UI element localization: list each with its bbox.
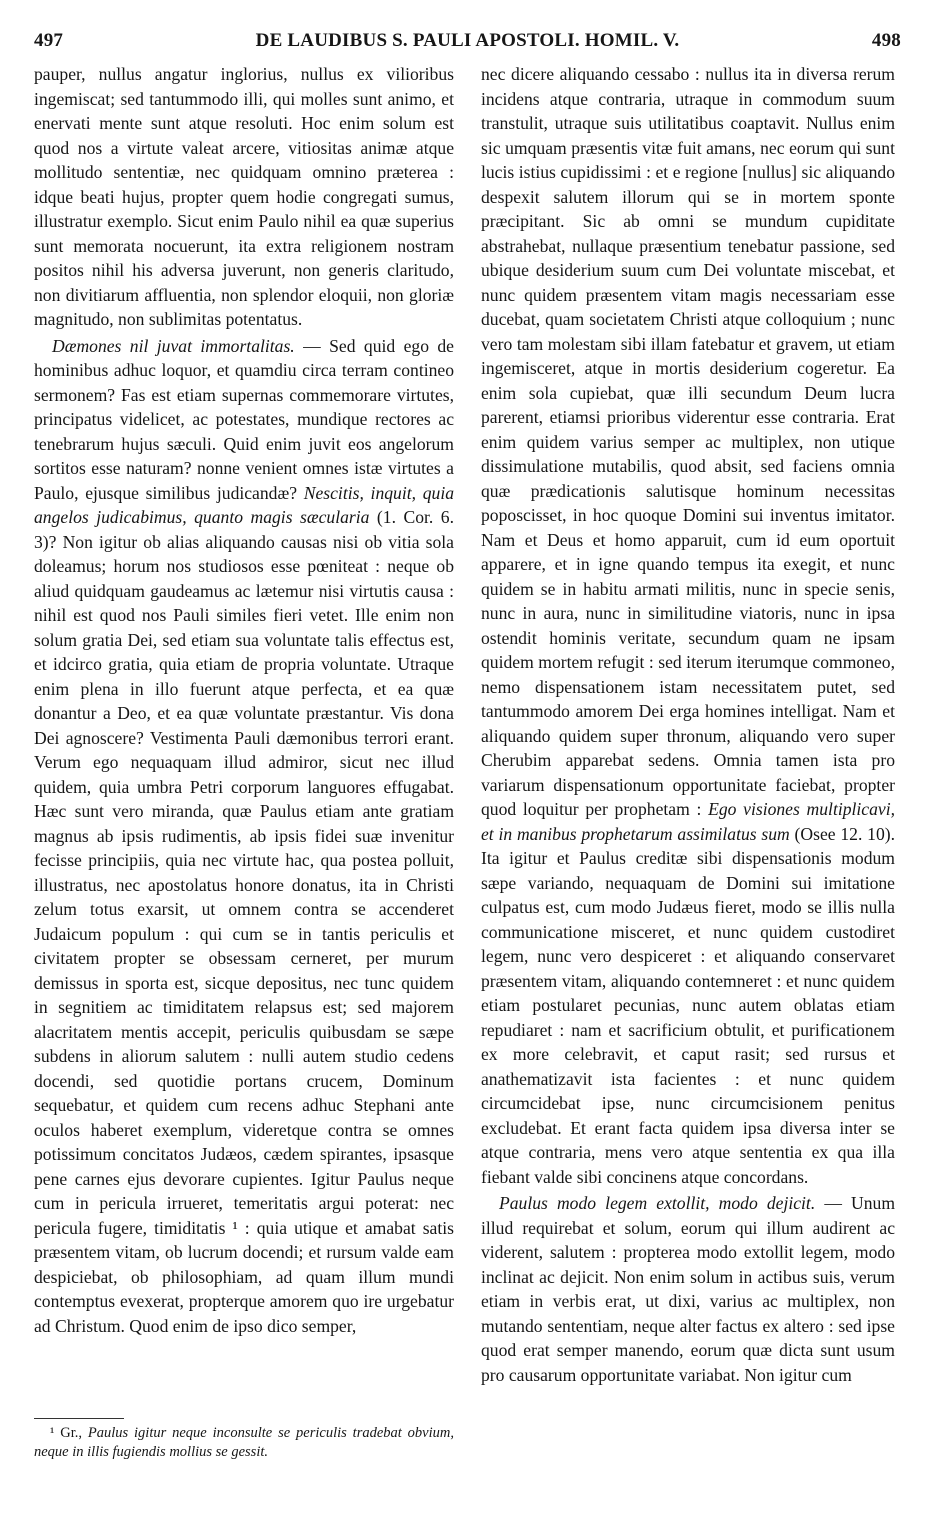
running-title: DE LAUDIBUS S. PAULI APOSTOLI. HOMIL. V. [255,30,680,51]
prophet-reference: (Osee 12. 10) [789,823,891,844]
paragraph-2-text-a: — Sed quid ego de hominibus adhuc loquor, et quamdiu circa terram contineo sermonem? Fas est etiam supernas commemorare virtutes, principatus videlicet, ac potestates, mundique rectores ac tenebrarum hujus sæculi. Quid enim juvit eos angelorum sortitos esse naturam? nonne venient omnes istæ virtutes a Paulo, ejusque similibus judicandæ? [34,335,454,503]
paragraph-4-text: — Unum illud requirebat et solum, eorum qui illum audirent ac viderent, salutem : propterea modo extollit legem, modo inclinat ac dejicit. Non enim solum in actibus suis, verum etiam in verbis erat, ut dixi, varius ac multiplex, non mutando sententiam, neque alter factus ex altero : sed ipse quod erat semper manendo, eorum quæ dicta sunt usum pro causarum opportunitate variabat. Non igitur cum [481,1193,896,1385]
scripture-quote: Nescitis, inquit, quia angelos judicabimus, quanto magis sæcularia [34,482,455,527]
section-heading-paulus: Paulus modo legem extollit, modo dejicit. [499,1193,816,1213]
paragraph-2-text-b: ? Non igitur ob alias aliquando causas nisi ob vitia sola doleamus; horum nos studiosos esse pœniteat : neque ob aliud quidquam gaudeamus ac lætemur nisi virtutis causa : nihil est quod nos Pauli similes fieri vetet. Ille enim non solum gratia Dei, sed etiam sua voluntate talis effectus est, et idcirco gratia, quia etiam de propria voluntate. Utraque enim plena in illo fuerunt atque perfecta, et ea quæ donantur a Deo, et ea quæ voluntate præstantur. Vis dona Dei agnoscere? Vestimenta Pauli dæmonibus terrori erant. Verum ego nequaquam illud admiror, sicut nec illud quidem, quia umbra Petri corporum languores effugabat. Hæc sunt vero miranda, quæ Paulus etiam ante gratiam magnus ab ipsis rudimentis, ab ipsis fidei suæ invenitur fecisse principiis, quia nec virtute hac, qua postea polluit, illustratus, nec apostolatus honore donatus, ita in Christi zelum totus exarsit, ut omnem contra se accenderet Judaicum populum : qui cum se in tantis periculis et civitatem propter se obsessam cerneret, per murum demissus in sporta est, sicque depositus, nec tunc quidem in segnitiem ac timiditatem relapsus est; sed majorem alacritatem mentis accepit, periculis quibusdam se sæpe subdens in aliorum salutem : nulli autem studio cedens docendi, sed quotidie portans crucem, Dominum sequebatur, et quidem cum recens adhuc Stephani ante oculos haberet exemplum, videretque contra se omnes potissimum concitatos Judæos, cædem spirantes, ipsasque pene carnes ejus devorare cupientes. Igitur Paulus neque cum in pericula irrueret, temeritatis argui poterat: nec pericula fugere, timiditatis ¹ : quia utique et amabat satis præsentem vitam, ob lucrum docendi; et rursum valde eam despiciebat, ob philosophiam, ad quam illum mundi contemptus evexerat, propterque amorem quo ire urgebatur ad Christum. Quod enim de ipso dico semper, [34,531,454,1336]
running-header [34,30,901,56]
paragraph-1: pauper, nullus angatur inglorius, nullus ex vilioribus ingemiscat; sed tantummodo illi, qui molles sunt animo, et enervati mente sunt atque resoluti. Hoc enim solum est quod nos a virtute valeat arcere, vitiositas animæ atque mollitudo sententiæ, nec quidquam omnino præterea : idque beati hujus, propter quem hodie congregati sumus, illustratur exemplo. Sicut enim Paulo nihil ea quæ superius sunt memorata nocuerunt, ita extra religionem nostram positos nihil his adversa juverunt, non generis claritudo, non divitiarum affluentia, non splendor eloquii, non gloriæ magnitudo, non sublimitas potentatus. [34,64,454,329]
footnote-marker: ¹ Gr., [50,1425,88,1441]
right-column [481,62,895,1387]
footnote-text: Paulus igitur neque inconsulte se periculis tradebat obvium, neque in illis fugiendis mollius se gessit. [34,1425,454,1460]
page-number-left: 497 [34,30,64,51]
page-number-right: 498 [871,30,901,51]
paragraph-3-text-a: nec dicere aliquando cessabo : nullus ita in diversa rerum incidens atque contraria, utraque in commodum suum transtulit, utraque suis utilitatibus coaptavit. Nullus enim sic umquam præsentis vitæ fuit amans, nec eorum qui sunt lucis istius cupidissimi : et e regione [nullus] sic aliquando despexit salutem illorum qui se in mortem sponte præcipitant. Sic ab omni se mundum cupiditate abstrahebat, nullaque præsentium tenebatur passione, sed ubique desiderium suum cum Dei voluntate miscebat, et nunc quidem præsentem vitam magis necessariam esse ducebat, quam societatem Christi atque colloquium ; nunc vero tam molestam sibi illam fatebatur et gravem, ut etiam ingemisceret, atque in mortis desiderium cogeretur. Ea enim sola cupiebat, quæ illi secundum Deum lucra parerent, etiamsi prioribus viderentur esse contraria. Erat enim quidem varius semper ac multiplex, non utique dissimulatione mutabilis, quod absit, sed faciens omnia quæ prædicationis salutisque hominum necessitas poposcisset, in hoc quoque Domini sui inventus imitator. Nam et Deus et homo apparuit, cum id eum oportuit apparere, et in igne quando tempus ita exegit, et nunc quidem se in habitu armati militis, nunc in specie senis, nunc in aura, nunc in similitudine viatoris, nunc in ipsa ostendit hominis veritate, secundum quam ne ipsam quidem mortem refugit : sed iterum iterumque commoneo, nemo dispensationem istam necessitatem putet, sed tantummodo amorem Dei erga homines intelligat. Nam et aliquando quidem super thronum, aliquando vero super Cherubim apparebat sedens. Omnia tamen ista pro variarum dispensationum opportunitate faciebat, propter quod loquitur per prophetam : [481,64,895,819]
left-column [34,62,454,1338]
paragraph-2 [34,334,454,1339]
paragraph-3-text-b: . Ita igitur et Paulus creditæ sibi dispensationis modum sæpe variando, nequaquam de Domini sui imitatione culpatus est, cum modo Judæus fieret, modo se illis nulla communicatione misceret, et nunc quidem custodiret legem, nunc vero despiceret : et aliquando conservaret præsentem vitam, aliquando contemneret : et nunc quidem etiam postularet pecunias, nunc autem oblatas etiam repudiaret : nam et sacrificium obtulit, et purificationem ex more celebravit, et caput rasit; sed rursus et anathematizavit ista facientes : et nunc quidem circumcidebat ipse, nunc circumcisionem penitus excludebat. Et erant facta quidem ipsa diversa inter se atque contraria, mens vero atque sententia ex qua illa fiebant valde sibi concinens atque concordans. [481,823,896,1187]
prophet-quote: Ego visiones multiplicavi, et in manibus prophetarum assimilatus sum [481,799,895,844]
footnote [34,1424,454,1462]
paragraph-3 [481,62,895,1189]
paragraph-4 [481,1191,895,1387]
footnote-divider [34,1418,124,1419]
section-heading-daemones: Dæmones nil juvat immortalitas. [52,335,295,356]
scripture-reference: (1. Cor. 6. 3) [34,507,454,552]
